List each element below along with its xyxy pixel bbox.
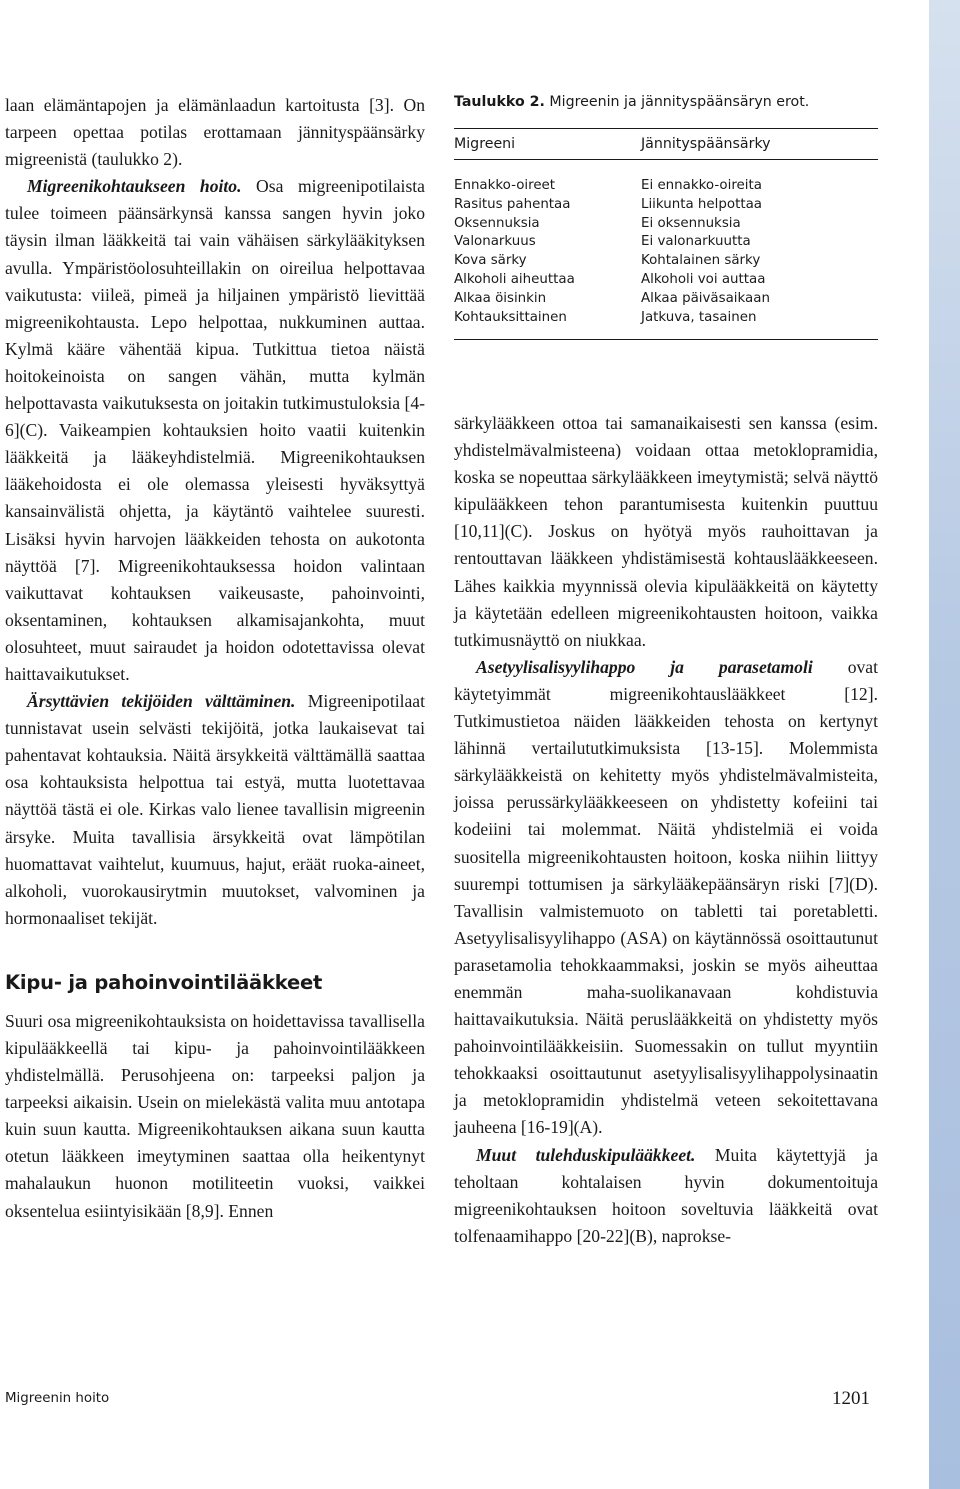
paragraph-body: Osa migreenipotilaista tulee toimeen päänsärkynsä kanssa sangen hyvin joko täysin ilman lääkkeitä tai vain vähäisen särkylääkityksen avulla. Ympäristöolosuhteillakin on oireilua helpottavaa vaikutusta: viileä, pimeä ja hiljainen ympäristö lievittää migreenikohtausta. Lepo helpottaa, nukkuminen auttaa. Kylmä kääre vähentää kipua. Tutkittua tietoa näistä hoitokeinoista on sangen vähän, mutta kylmän helpottavasta vaikutuksesta on joitakin tutkimustuloksia [4-6](C). Vaikeampien kohtauksien hoito vaatii kuitenkin lääkkeitä ja lääkeyhdistelmiä. Migreenikohtauksen lääkehoidosta ei ole olemassa yleisesti hyväksyttyä kansainvälistä ohjetta, ja käytäntö vaihtelee suuresti. Lisäksi hyvin harvojen lääkkeiden tehosta on aukotonta näyttöä [7]. Migreenikohtauksessa hoidon valintaan vaikuttavat kohtauksen vaikeusaste, pahoinvointi, oksentaminen, kohtauksen alkamisajankohta, muut olosuhteet, muut sairaudet ja hoidon odotettavissa olevat haittavaikutukset.	[5, 176, 425, 684]
table-cell: Ei valonarkuutta	[641, 234, 751, 250]
table-cell: Kova särky	[454, 253, 527, 269]
table-cell: Alkoholi voi auttaa	[641, 271, 766, 287]
paragraph-body: ovat käytetyimmät migreenikohtauslääkkeet [12]. Tutkimustietoa näiden lääkkeiden tehosta on kertynyt lähinnä vertailututkimuksista [13-15]. Molemmista särkylääkkeistä on kehitetty myös yhdistelmävalmisteita, joissa perussärkylääkkeeseen on yhdistetty kofeiini tai kodeiini tai molemmat. Näitä yhdistelmiä ei voida suositella migreenikohtausten hoitoon, koska niihin liittyy suurempi tottumisen ja särkylääkepäänsäryn riski [7](D). Tavallisin valmistemuoto on tabletti tai poretabletti. Asetyylisalisyylihappo (ASA) on käytännössä osoittautunut parasetamolia tehokkaammaksi, joskin se myös aiheuttaa enemmän maha-suolikanavaan kohdistuvia haittavaikutuksia. Näitä peruslääkkeitä on yhdistetty myös pahoinvointilääkkeisiin. Suomessakin on tullut myyntiin tehokkaaksi osoittautunut asetyylisalisyylihappolysinaatin ja metoklopramidin yhdistelmä veteen sekoitettavana jauheena [16-19](A).	[454, 656, 878, 1138]
run-in-heading: Ärsyttävien tekijöiden välttäminen.	[27, 691, 296, 712]
table-header-row	[454, 129, 878, 159]
run-in-heading: Migreenikohtaukseen hoito.	[27, 176, 242, 197]
table-header-jannityspaansarky: Jännityspäänsärky	[641, 136, 771, 152]
table-cell: Alkoholi aiheuttaa	[454, 271, 575, 287]
paragraph	[5, 173, 425, 688]
table-header-migreeni: Migreeni	[454, 136, 516, 152]
table-cell: Ei oksennuksia	[641, 215, 741, 231]
page-number: 1201	[832, 1388, 870, 1409]
table-cell: Jatkuva, tasainen	[641, 309, 757, 325]
paragraph-body: Migreenipotilaat tunnistavat usein selvästi tekijöitä, jotka laukaisevat tai pahentavat kohtauksia. Näitä ärsykkeitä välttämällä saattaa osa kohtauksista helpottua tai estyä, mutta luotettavaa näyttöä tästä ei ole. Kirkas valo lienee tavallisin migreenin ärsyke. Muita tavallisia ärsykkeitä ovat lämpötilan huomattavat vaihtelut, kuumuus, hajut, eräät ruoka-aineet, alkoholi, vuorokausirytmin muutokset, valvominen ja hormonaaliset tekijät.	[5, 691, 425, 928]
table-body	[454, 160, 878, 339]
table-caption	[454, 92, 878, 112]
paragraph: laan elämäntapojen ja elämänlaadun kartoitusta [3]. On tarpeen opettaa potilas erottamaan jännityspäänsärky migreenistä (taulukko 2).	[5, 95, 425, 170]
table-column-jannityspaansarky	[641, 177, 878, 327]
table-cell: Ennakko-oireet	[454, 178, 556, 193]
table-column-migreeni	[454, 177, 641, 327]
table-cell: Kohtauksittainen	[454, 309, 567, 325]
running-footer-title: Migreenin hoito	[5, 1391, 110, 1406]
paragraph	[5, 688, 425, 932]
table-cell: Kohtalainen särky	[641, 253, 761, 269]
paragraph: särkylääkkeen ottoa tai samanaikaisesti sen kanssa (esim. yhdistelmävalmisteena) voidaan ottaa metoklopramidia, koska se nopeuttaa särkylääkkeen imeytymistä; selvä näyttö kipulääkkeen tehon parantumisesta kuitenkin puuttuu [10,11](C). Joskus on hyötyä myös rauhoittavan ja rentouttavan lääkkeen yhdistämisestä kohtauslääkkeeseen. Lähes kaikkia myynnissä olevia kipulääkkeitä on käytetty ja käytetään edelleen migreenikohtausten hoitoon, vaikka tutkimusnäyttö on niukkaa.	[454, 413, 878, 650]
paragraph: Suuri osa migreenikohtauksista on hoidettavissa tavallisella kipulääkkeellä tai kipu- ja pahoinvointilääkkeen yhdistelmällä. Perusohjeena on: tarpeeksi paljon ja tarpeeksi aikaisin. Usein on mielekästä valita muu antotapa kuin suun kautta. Migreenikohtauksen aikana suun kautta otetun lääkkeen imeytyminen saattaa olla heikentynyt mahalaukun huonon motiliteetin vuoksi, vaikkei oksentelua esiintyisikään [8,9]. Ennen	[5, 1010, 425, 1221]
table-cell: Ei ennakko-oireita	[641, 178, 762, 193]
table-cell: Alkaa päiväsaikaan	[641, 290, 770, 306]
table-cell: Alkaa öisinkin	[454, 290, 547, 306]
right-text-column	[454, 410, 878, 1250]
paragraph	[454, 1142, 878, 1250]
comparison-table	[454, 92, 878, 340]
table-cell: Liikunta helpottaa	[641, 196, 762, 212]
paragraph-body: Muita käytettyjä ja teholtaan kohtalaisen hyvin dokumentoituja migreenikohtauksen hoitoon soveltuvia lääkkeitä ovat tolfenaamihappo [20-22](B), naprokse-	[454, 1144, 878, 1246]
run-in-heading: Asetyylisalisyylihappo ja parasetamoli	[476, 656, 813, 677]
run-in-heading: Muut tulehduskipulääkkeet.	[476, 1144, 696, 1165]
page-edge-color-bar	[929, 0, 960, 1489]
table-cell: Valonarkuus	[454, 234, 536, 250]
table-caption-text: Migreenin ja jännityspäänsäryn erot.	[544, 94, 810, 110]
table-caption-label: Taulukko 2.	[454, 94, 545, 110]
table-bottom-rule	[454, 339, 878, 340]
paragraph	[454, 654, 878, 1142]
table-cell: Rasitus pahentaa	[454, 196, 571, 212]
left-text-column	[5, 92, 425, 1225]
section-heading: Kipu- ja pahoinvointilääkkeet	[5, 970, 323, 994]
table-cell: Oksennuksia	[454, 215, 540, 231]
